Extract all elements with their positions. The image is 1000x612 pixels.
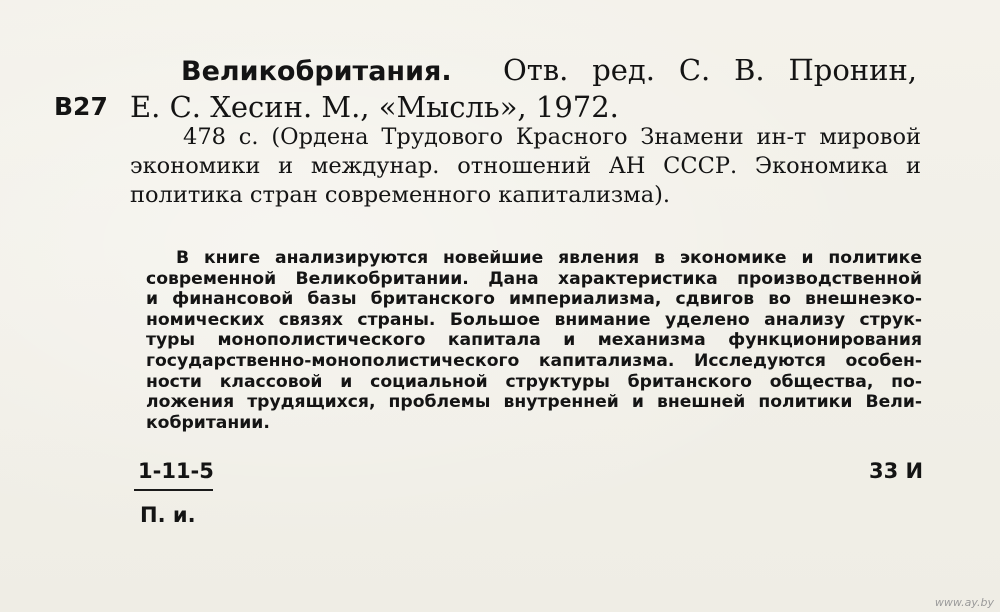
description-line-2: экономики и междунар. отношений АН СССР. Экономика и [130, 153, 921, 179]
annotation-line: ности классовой и социальной структуры британского общества, по- [146, 371, 922, 392]
annotation-line: современной Великобритании. Дана характеристика производственной [146, 268, 922, 289]
editors-line-1: Отв. ред. С. В. Пронин, [503, 53, 917, 87]
description-line-3: политика стран современного капитализма). [130, 182, 671, 208]
annotation-line: номических связях страны. Большое внимание уделено анализу струк- [146, 309, 922, 330]
annotation-line: государственно-монополистического капитализма. Исследуются особен- [146, 350, 922, 371]
annotation-line: ложения трудящихся, проблемы внутренней и внешней политики Вели- [146, 392, 922, 413]
code-bottom: П. и. [140, 503, 196, 527]
index-code: 33 И [869, 459, 924, 483]
annotation-line: туры монополистического капитала и механизма функционирования [146, 330, 922, 351]
annotation-line: кобритании. [146, 412, 270, 433]
book-title: Великобритания. [181, 56, 452, 87]
code-top: 1-11-5 [138, 459, 214, 483]
annotation [146, 248, 922, 433]
description-line-1: 478 с. (Ордена Трудового Красного Знамени ин-т мировой [183, 124, 921, 150]
editors-line-2: Е. С. Хесин. М., «Мысль», 1972. [130, 90, 619, 124]
annotation-line: и финансовой базы британского империализма, сдвигов во внешнеэко- [146, 289, 922, 310]
fraction-rule [134, 489, 213, 491]
watermark: www.ay.by [934, 596, 994, 609]
annotation-line: В книге анализируются новейшие явления в экономике и политике [176, 248, 922, 268]
classification-code: В27 [54, 92, 108, 121]
